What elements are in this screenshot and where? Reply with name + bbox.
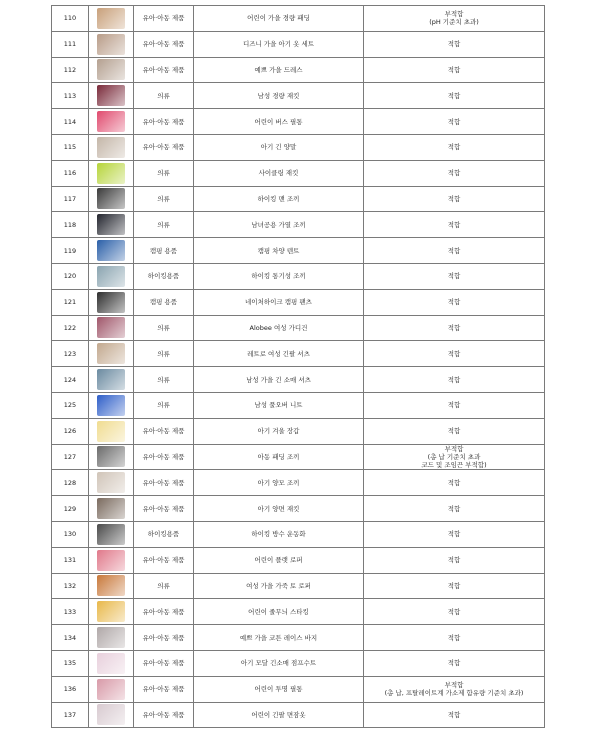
table-row: [52, 238, 545, 264]
result-verdict: 적합: [447, 633, 461, 642]
table-row: [52, 625, 545, 651]
test-result: [364, 573, 545, 599]
product-category: 의류: [134, 160, 194, 186]
row-number: 122: [52, 315, 89, 341]
pants-photo: [97, 292, 125, 313]
product-image-cell: [89, 650, 134, 676]
product-category: 의류: [134, 83, 194, 109]
result-verdict: 적합: [447, 91, 461, 100]
product-image-cell: [89, 134, 134, 160]
row-number: 124: [52, 367, 89, 393]
result-verdict: 적합: [447, 117, 461, 126]
product-category: 유아·아동 제품: [134, 109, 194, 135]
product-category: 유아·아동 제품: [134, 496, 194, 522]
tent-photo: [97, 240, 125, 261]
loafer-photo: [97, 550, 125, 571]
table-row: [52, 367, 545, 393]
product-image-cell: [89, 702, 134, 728]
row-number: 119: [52, 238, 89, 264]
product-name: 아기 모달 긴소매 점프수트: [194, 650, 364, 676]
test-result: [364, 418, 545, 444]
product-name: 아기 긴 양말: [194, 134, 364, 160]
test-result: [364, 6, 545, 32]
row-number: 135: [52, 650, 89, 676]
test-result: [364, 547, 545, 573]
product-name: 남녀공용 가열 조끼: [194, 212, 364, 238]
product-image-cell: [89, 392, 134, 418]
product-image-cell: [89, 31, 134, 57]
table-row: [52, 57, 545, 83]
test-result: [364, 702, 545, 728]
result-verdict: 적합: [447, 504, 461, 513]
product-image-cell: [89, 418, 134, 444]
test-result: [364, 599, 545, 625]
product-category: 유아·아동 제품: [134, 31, 194, 57]
row-number: 110: [52, 6, 89, 32]
product-image-cell: [89, 341, 134, 367]
product-name: 남성 경량 재킷: [194, 83, 364, 109]
product-category: 유아·아동 제품: [134, 650, 194, 676]
table-row: [52, 31, 545, 57]
product-name: Alobee 여성 가디건: [194, 315, 364, 341]
result-verdict: 적합: [447, 323, 461, 332]
product-name: 예쁘 가을 드레스: [194, 57, 364, 83]
test-result: [364, 392, 545, 418]
row-number: 125: [52, 392, 89, 418]
row-number: 117: [52, 186, 89, 212]
product-category: 의류: [134, 392, 194, 418]
table-row: [52, 83, 545, 109]
socks-photo: [97, 137, 125, 158]
stockings-photo: [97, 601, 125, 622]
product-category: 캠핑 용품: [134, 238, 194, 264]
product-name: 아기 양모 조끼: [194, 470, 364, 496]
dress-photo: [97, 59, 125, 80]
result-verdict: 적합: [447, 272, 461, 281]
result-verdict: 부적합: [444, 444, 464, 453]
result-verdict: 적합: [447, 556, 461, 565]
product-category: 유아·아동 제품: [134, 57, 194, 83]
clear-pencil-case-photo: [97, 679, 125, 700]
product-name: 레트로 여성 긴팔 셔츠: [194, 341, 364, 367]
result-verdict: 적합: [447, 607, 461, 616]
table-row: [52, 160, 545, 186]
hiking-vest-photo: [97, 266, 125, 287]
result-verdict: 부적합: [444, 10, 464, 19]
test-result: [364, 289, 545, 315]
product-name: 캠핑 차양 텐트: [194, 238, 364, 264]
product-name: 어린이 버스 필통: [194, 109, 364, 135]
product-category: 하이킹용품: [134, 521, 194, 547]
table-row: [52, 186, 545, 212]
product-name: 여성 가을 가죽 토 로퍼: [194, 573, 364, 599]
table-row: [52, 418, 545, 444]
result-verdict: 적합: [447, 401, 461, 410]
table-row: [52, 341, 545, 367]
row-number: 112: [52, 57, 89, 83]
product-name: 아기 양면 재킷: [194, 496, 364, 522]
result-verdict: 적합: [447, 65, 461, 74]
result-verdict: 적합: [447, 710, 461, 719]
test-result: [364, 31, 545, 57]
product-image-cell: [89, 186, 134, 212]
vest-photo: [97, 188, 125, 209]
product-category: 의류: [134, 212, 194, 238]
result-verdict: 적합: [447, 427, 461, 436]
row-number: 133: [52, 599, 89, 625]
result-verdict: 적합: [447, 375, 461, 384]
test-result: [364, 676, 545, 702]
table-row: [52, 134, 545, 160]
product-name: 디즈니 가을 아기 옷 세트: [194, 31, 364, 57]
table-row: [52, 392, 545, 418]
row-number: 115: [52, 134, 89, 160]
product-category: 유아·아동 제품: [134, 676, 194, 702]
test-result: [364, 83, 545, 109]
result-verdict: 적합: [447, 349, 461, 358]
test-result: [364, 444, 545, 470]
product-category: 유아·아동 제품: [134, 444, 194, 470]
result-verdict: 적합: [447, 169, 461, 178]
product-name: 하이킹 맨 조끼: [194, 186, 364, 212]
row-number: 132: [52, 573, 89, 599]
test-result: [364, 57, 545, 83]
table-row: [52, 521, 545, 547]
row-number: 116: [52, 160, 89, 186]
product-image-cell: [89, 263, 134, 289]
row-number: 123: [52, 341, 89, 367]
wool-vest-photo: [97, 472, 125, 493]
row-number: 111: [52, 31, 89, 57]
test-result: [364, 521, 545, 547]
table-row: [52, 676, 545, 702]
row-number: 136: [52, 676, 89, 702]
product-name: 남성 풀오버 니트: [194, 392, 364, 418]
product-image-cell: [89, 367, 134, 393]
product-category: 하이킹용품: [134, 263, 194, 289]
product-image-cell: [89, 6, 134, 32]
product-name: 네이처하이크 캠핑 팬츠: [194, 289, 364, 315]
jumpsuit-photo: [97, 653, 125, 674]
table-row: [52, 547, 545, 573]
product-image-cell: [89, 521, 134, 547]
test-result: [364, 341, 545, 367]
product-image-cell: [89, 109, 134, 135]
row-number: 127: [52, 444, 89, 470]
table-row: [52, 289, 545, 315]
test-result: [364, 367, 545, 393]
table-row: [52, 470, 545, 496]
product-name: 사이클링 재킷: [194, 160, 364, 186]
product-category: 의류: [134, 315, 194, 341]
shirt-photo: [97, 369, 125, 390]
product-category: 유아·아동 제품: [134, 599, 194, 625]
result-verdict: 적합: [447, 581, 461, 590]
result-verdict: 적합: [447, 246, 461, 255]
test-result: [364, 134, 545, 160]
row-number: 128: [52, 470, 89, 496]
padding-jacket-photo: [97, 8, 125, 29]
test-result: [364, 470, 545, 496]
result-verdict: 적합: [447, 659, 461, 668]
product-name: 어린이 플랫 로퍼: [194, 547, 364, 573]
reversible-jacket-photo: [97, 498, 125, 519]
table-row: [52, 702, 545, 728]
test-result: [364, 212, 545, 238]
result-verdict: 적합: [447, 220, 461, 229]
test-result: [364, 109, 545, 135]
product-image-cell: [89, 444, 134, 470]
row-number: 134: [52, 625, 89, 651]
product-image-cell: [89, 573, 134, 599]
blouse-photo: [97, 343, 125, 364]
gloves-photo: [97, 421, 125, 442]
product-category: 유아·아동 제품: [134, 625, 194, 651]
product-category: 유아·아동 제품: [134, 702, 194, 728]
product-category: 의류: [134, 367, 194, 393]
table-row: [52, 212, 545, 238]
table-row: [52, 650, 545, 676]
product-name: 아동 패딩 조끼: [194, 444, 364, 470]
bus-pencil-case-photo: [97, 111, 125, 132]
table-row: [52, 263, 545, 289]
pajamas-photo: [97, 704, 125, 725]
product-image-cell: [89, 470, 134, 496]
row-number: 113: [52, 83, 89, 109]
product-image-cell: [89, 547, 134, 573]
row-number: 126: [52, 418, 89, 444]
table-row: [52, 315, 545, 341]
product-name: 어린이 줄무늬 스타킹: [194, 599, 364, 625]
product-name: 어린이 긴팔 면잠옷: [194, 702, 364, 728]
kids-vest-photo: [97, 446, 125, 467]
heated-vest-photo: [97, 214, 125, 235]
product-image-cell: [89, 238, 134, 264]
product-category: 의류: [134, 186, 194, 212]
product-image-cell: [89, 496, 134, 522]
table-row: [52, 573, 545, 599]
product-name: 하이킹 방수 운동화: [194, 521, 364, 547]
result-detail: (총 납, 프탈레이트계 가소제 함유량 기준치 초과): [384, 689, 524, 698]
test-result: [364, 263, 545, 289]
test-result: [364, 160, 545, 186]
result-verdict: 부적합: [444, 681, 464, 690]
baby-clothes-set-photo: [97, 34, 125, 55]
product-image-cell: [89, 57, 134, 83]
test-result: [364, 315, 545, 341]
result-verdict: 적합: [447, 143, 461, 152]
product-test-results-table: [51, 5, 545, 728]
product-image-cell: [89, 160, 134, 186]
cycling-jacket-photo: [97, 163, 125, 184]
jacket-photo: [97, 85, 125, 106]
knit-photo: [97, 395, 125, 416]
product-category: 의류: [134, 573, 194, 599]
product-image-cell: [89, 599, 134, 625]
product-image-cell: [89, 83, 134, 109]
product-category: 유아·아동 제품: [134, 6, 194, 32]
product-category: 유아·아동 제품: [134, 470, 194, 496]
row-number: 137: [52, 702, 89, 728]
product-name: 예쁘 가을 코튼 레이스 바지: [194, 625, 364, 651]
table-row: [52, 6, 545, 32]
result-verdict: 적합: [447, 194, 461, 203]
test-result: [364, 186, 545, 212]
leather-loafer-photo: [97, 575, 125, 596]
result-detail: 코드 및 조임끈 부적합): [421, 460, 487, 469]
result-verdict: 적합: [447, 40, 461, 49]
product-image-cell: [89, 212, 134, 238]
result-verdict: 적합: [447, 298, 461, 307]
table-body: [52, 6, 545, 728]
row-number: 121: [52, 289, 89, 315]
product-image-cell: [89, 676, 134, 702]
lace-pants-photo: [97, 627, 125, 648]
result-verdict: 적합: [447, 478, 461, 487]
product-name: 하이킹 통기성 조끼: [194, 263, 364, 289]
product-category: 캠핑 용품: [134, 289, 194, 315]
row-number: 130: [52, 521, 89, 547]
row-number: 131: [52, 547, 89, 573]
row-number: 129: [52, 496, 89, 522]
product-name: 아기 겨울 장갑: [194, 418, 364, 444]
test-result: [364, 238, 545, 264]
product-name: 어린이 투명 필통: [194, 676, 364, 702]
table-row: [52, 496, 545, 522]
table-row: [52, 109, 545, 135]
cardigan-photo: [97, 317, 125, 338]
product-name: 어린이 가을 경량 패딩: [194, 6, 364, 32]
product-image-cell: [89, 315, 134, 341]
row-number: 120: [52, 263, 89, 289]
table-row: [52, 599, 545, 625]
table-row: [52, 444, 545, 470]
test-result: [364, 625, 545, 651]
product-name: 남성 가을 긴 소매 셔츠: [194, 367, 364, 393]
row-number: 114: [52, 109, 89, 135]
product-image-cell: [89, 625, 134, 651]
test-result: [364, 650, 545, 676]
result-detail: (pH 기준치 초과): [429, 18, 479, 27]
product-category: 의류: [134, 341, 194, 367]
hiking-shoes-photo: [97, 524, 125, 545]
result-detail: (총 납 기준치 초과: [427, 452, 481, 461]
product-category: 유아·아동 제품: [134, 547, 194, 573]
result-verdict: 적합: [447, 530, 461, 539]
product-category: 유아·아동 제품: [134, 134, 194, 160]
product-image-cell: [89, 289, 134, 315]
test-result: [364, 496, 545, 522]
product-category: 유아·아동 제품: [134, 418, 194, 444]
row-number: 118: [52, 212, 89, 238]
